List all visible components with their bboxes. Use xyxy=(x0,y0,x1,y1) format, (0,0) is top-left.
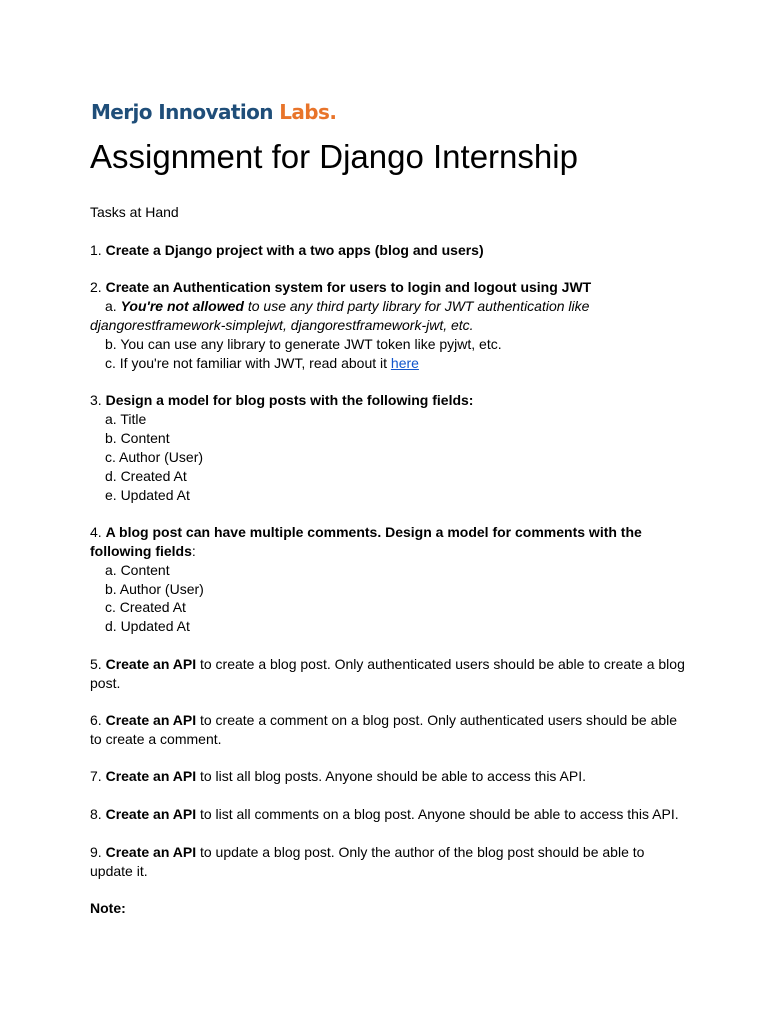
task-heading: Create a Django project with a two apps (blog and users) xyxy=(105,242,484,258)
sub-prefix: a. xyxy=(105,298,121,314)
task-8 xyxy=(90,805,679,824)
task-heading: following fields xyxy=(90,543,192,559)
task-2-sub-b: b. You can use any library to generate JWT token like pyjwt, etc. xyxy=(105,336,502,352)
field-item: a. Title xyxy=(105,411,147,427)
task-number: 4. xyxy=(90,524,106,540)
sub-emphasis: You're not allowed xyxy=(120,298,244,314)
task-number: 5. xyxy=(90,656,106,672)
task-text: to list all blog posts. Anyone should be able to access this API. xyxy=(196,768,586,784)
task-6-continued: to create a comment. xyxy=(90,731,222,747)
task-text: to list all comments on a blog post. Anyone should be able to access this API. xyxy=(196,806,679,822)
task-number: 8. xyxy=(90,806,106,822)
task-heading: Create an Authentication system for users to login and logout using JWT xyxy=(105,279,592,295)
task-heading: Create an API xyxy=(105,768,197,784)
field-item: e. Updated At xyxy=(105,487,190,503)
task-4-continued xyxy=(90,542,196,561)
note-heading: Note: xyxy=(90,900,126,916)
document-title: Assignment for Django Internship xyxy=(90,138,578,175)
logo-dot: . xyxy=(329,100,337,124)
task-9-continued: update it. xyxy=(90,863,148,879)
task-5 xyxy=(90,655,685,674)
task-heading: Create an API xyxy=(105,806,197,822)
task-text: to create a comment on a blog post. Only authenticated users should be able xyxy=(196,712,678,728)
task-heading: A blog post can have multiple comments. Design a model for comments with the xyxy=(105,524,642,540)
company-logo xyxy=(91,100,336,124)
task-heading: Create an API xyxy=(105,656,197,672)
task-2-sub-c xyxy=(105,354,419,373)
field-item: b. Author (User) xyxy=(105,581,204,597)
field-item: c. Author (User) xyxy=(105,449,204,465)
task-number: 2. xyxy=(90,279,106,295)
task-5-continued: post. xyxy=(90,675,121,691)
task-heading: Design a model for blog posts with the following fields: xyxy=(105,392,474,408)
sub-text: c. If you're not familiar with JWT, read about it xyxy=(105,355,391,371)
field-item: b. Content xyxy=(105,430,170,446)
field-item: a. Content xyxy=(105,562,170,578)
field-item: c. Created At xyxy=(105,599,186,615)
logo-main-text: Merjo Innovation xyxy=(91,100,280,124)
task-2-sub-a xyxy=(105,297,589,316)
task-6 xyxy=(90,711,677,730)
jwt-here-link[interactable]: here xyxy=(390,355,419,371)
task-2 xyxy=(90,278,591,297)
task-9 xyxy=(90,843,644,862)
field-item: d. Created At xyxy=(105,468,187,484)
task-heading: Create an API xyxy=(105,844,197,860)
task-heading: Create an API xyxy=(105,712,197,728)
task-number: 1. xyxy=(90,242,106,258)
task-number: 6. xyxy=(90,712,106,728)
task-1 xyxy=(90,241,484,260)
field-item: d. Updated At xyxy=(105,618,190,634)
logo-accent-text: Labs xyxy=(279,100,330,124)
task-text: to create a blog post. Only authenticated users should be able to create a blog xyxy=(196,656,685,672)
task-number: 7. xyxy=(90,768,106,784)
task-3 xyxy=(90,391,473,410)
task-2-sub-a-continued: djangorestframework-simplejwt, djangorestframework-jwt, etc. xyxy=(90,317,474,333)
sub-text: to use any third party library for JWT authentication like xyxy=(243,298,590,314)
task-4 xyxy=(90,523,642,542)
task-7 xyxy=(90,767,586,786)
intro-text: Tasks at Hand xyxy=(90,204,179,220)
task-number: 9. xyxy=(90,844,106,860)
task-suffix: : xyxy=(191,543,196,559)
task-number: 3. xyxy=(90,392,106,408)
task-text: to update a blog post. Only the author of the blog post should be able to xyxy=(196,844,645,860)
